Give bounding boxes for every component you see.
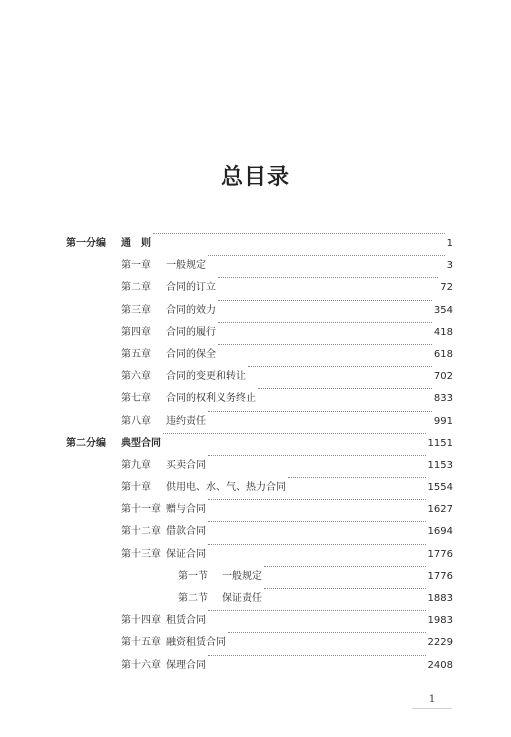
toc-page-number: 354 [433,304,453,316]
toc-chapter-row [0,344,511,366]
toc-page-number: 418 [433,326,453,338]
toc-chapter-title: 供用电、水、气、热力合同 [166,482,286,494]
toc-chapter-label: 第七章 [121,393,151,405]
toc-chapter-row [0,255,511,277]
toc-page-number: 1883 [427,593,453,604]
toc-page-number: 702 [433,371,453,383]
toc-chapter-title: 合同的变更和转让 [166,371,246,383]
toc-part-label: 第一分编 [66,238,106,249]
toc-page-number: 1983 [427,615,453,627]
toc-leader-dots [288,477,426,478]
toc-chapter-row [0,477,511,499]
toc-chapter-label: 第八章 [121,415,151,427]
toc-chapter-label: 第十五章 [121,637,161,649]
toc-page-number: 1627 [427,504,453,516]
toc-chapter-label: 第十章 [121,482,151,494]
toc-page-number: 833 [433,393,453,405]
toc-leader-dots [208,521,426,522]
toc-page-number: 72 [440,282,453,294]
toc-part-title: 通 则 [121,238,151,249]
toc-leader-dots [208,544,426,545]
toc-leader-dots [264,566,426,567]
toc-leader-dots [208,610,426,611]
toc-section-label: 第一节 [178,570,208,582]
toc-leader-dots [248,366,432,367]
toc-chapter-title: 借款合同 [166,526,206,538]
toc-chapter-label: 第十一章 [121,504,161,516]
toc-part-row [0,233,511,255]
toc-chapter-label: 第六章 [121,371,151,383]
toc-chapter-title: 赠与合同 [166,504,206,516]
toc-part-row [0,433,511,455]
toc-chapter-label: 第十六章 [121,659,161,671]
toc-page-number: 3 [446,260,453,272]
page-title: 总目录 [220,164,290,190]
toc-chapter-label: 第十二章 [121,526,161,538]
toc-chapter-title: 租赁合同 [166,615,206,627]
toc-leader-dots [208,455,426,456]
toc-leader-dots [208,499,426,500]
toc-chapter-row [0,655,511,677]
toc-chapter-row [0,411,511,433]
toc-page-number: 1694 [427,526,453,538]
toc-chapter-label: 第九章 [121,459,151,471]
toc-page-number: 1776 [427,548,453,560]
toc-section-label: 第二节 [178,593,208,604]
toc-chapter-label: 第四章 [121,326,151,338]
toc-chapter-title: 合同的权利义务终止 [166,393,256,405]
toc-chapter-label: 第三章 [121,304,151,316]
toc-chapter-title: 违约责任 [166,415,206,427]
toc-chapter-row [0,388,511,410]
toc-page-number: 1153 [427,459,453,471]
toc-chapter-row [0,499,511,521]
toc-chapter-row [0,610,511,632]
toc-page-number: 2229 [427,637,453,649]
toc-chapter-row [0,300,511,322]
toc-leader-dots [208,255,445,256]
toc-part-label: 第二分编 [66,437,106,449]
toc-leader-dots [264,588,426,589]
toc-page-number: 1776 [427,570,453,582]
page-number: 1 [428,694,436,705]
toc-leader-dots [208,655,426,656]
toc-leader-dots [218,344,432,345]
toc-chapter-title: 保证合同 [166,548,206,560]
toc-page-number: 991 [433,415,453,427]
page-number-rule [412,708,452,709]
toc-chapter-label: 第二章 [121,282,151,294]
toc-chapter-title: 融资租赁合同 [166,637,226,649]
toc-leader-dots [228,632,426,633]
toc-section-row [0,566,511,588]
toc-page-number: 618 [433,348,453,360]
toc-leader-dots [218,322,432,323]
toc-page-number: 2408 [427,659,453,671]
toc-page-number: 1151 [427,437,453,449]
toc-chapter-row [0,544,511,566]
toc-section-title: 保证责任 [222,593,262,604]
toc-chapter-label: 第十三章 [121,548,161,560]
toc-chapter-title: 合同的保全 [166,348,216,360]
toc-chapter-row [0,455,511,477]
toc-chapter-row [0,366,511,388]
toc-chapter-label: 第十四章 [121,615,161,627]
toc-chapter-title: 合同的订立 [166,282,216,294]
toc-chapter-row [0,521,511,543]
toc-chapter-title: 合同的效力 [166,304,216,316]
toc-chapter-row [0,632,511,654]
toc-chapter-title: 保理合同 [166,659,206,671]
toc-part-title: 典型合同 [121,437,161,449]
toc-leader-dots [163,433,426,434]
toc-page-number: 1 [446,238,453,249]
toc-chapter-title: 合同的履行 [166,326,216,338]
toc-chapter-row [0,277,511,299]
toc-chapter-label: 第五章 [121,348,151,360]
toc-chapter-title: 买卖合同 [166,459,206,471]
table-of-contents [0,233,511,677]
toc-page-number: 1554 [427,482,453,494]
toc-section-title: 一般规定 [222,570,262,582]
toc-chapter-title: 一般规定 [166,260,206,272]
toc-section-row [0,588,511,610]
toc-leader-dots [153,233,445,234]
toc-leader-dots [258,388,432,389]
toc-leader-dots [208,411,432,412]
toc-leader-dots [218,277,438,278]
toc-leader-dots [218,300,432,301]
toc-chapter-label: 第一章 [121,260,151,272]
toc-chapter-row [0,322,511,344]
